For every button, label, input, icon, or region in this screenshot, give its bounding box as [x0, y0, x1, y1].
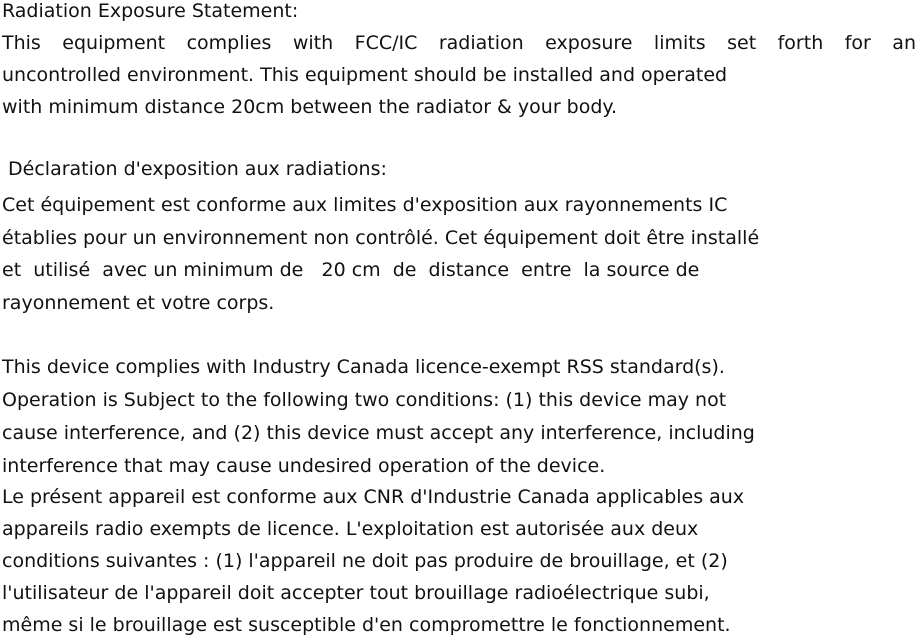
fr-statement-line-1: Cet équipement est conforme aux limites d'exposition aux rayonnements IC — [2, 194, 728, 216]
cnr-line-5: même si le brouillage est susceptible d'en compromettre le fonctionnement. — [2, 614, 731, 636]
fr-statement-line-4: rayonnement et votre corps. — [2, 292, 275, 314]
rss-line-4: interference that may cause undesired operation of the device. — [2, 455, 606, 477]
radiation-exposure-heading: Radiation Exposure Statement: — [2, 0, 299, 22]
rss-line-1: This device complies with Industry Canada licence-exempt RSS standard(s). — [2, 356, 725, 378]
fr-exposure-heading: Déclaration d'exposition aux radiations: — [2, 158, 387, 180]
cnr-line-2: appareils radio exempts de licence. L'exploitation est autorisée aux deux — [2, 518, 699, 540]
cnr-line-3: conditions suivantes : (1) l'appareil ne doit pas produire de brouillage, et (2) — [2, 550, 728, 572]
cnr-line-4: l'utilisateur de l'appareil doit accepter tout brouillage radioélectrique subi, — [2, 582, 710, 604]
en-statement-line-1: This equipment complies with FCC/IC radiation exposure limits set forth for an — [2, 32, 916, 54]
en-statement-line-3: with minimum distance 20cm between the radiator & your body. — [2, 96, 617, 118]
rss-line-3: cause interference, and (2) this device must accept any interference, including — [2, 422, 755, 444]
en-statement-line-2: uncontrolled environment. This equipment should be installed and operated — [2, 64, 728, 86]
cnr-line-1: Le présent appareil est conforme aux CNR d'Industrie Canada applicables aux — [2, 486, 745, 508]
fr-statement-line-2: établies pour un environnement non contrôlé. Cet équipement doit être installé — [2, 227, 760, 249]
rss-line-2: Operation is Subject to the following two conditions: (1) this device may not — [2, 389, 727, 411]
fr-statement-line-3: et utilisé avec un minimum de 20 cm de distance entre la source de — [2, 259, 700, 281]
